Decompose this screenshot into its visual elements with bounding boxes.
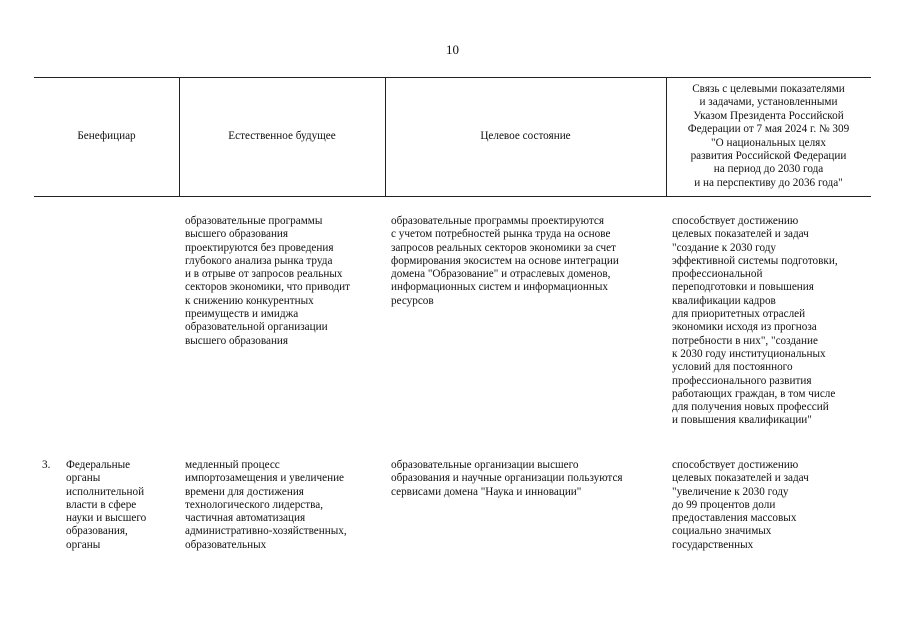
page-number: 10	[446, 42, 459, 57]
row-natural-future: медленный процесс импортозамещения и увеличение времени для достижения технологического лидерства, частичная автоматизация административно-хозяйственных, образовательных	[185, 459, 347, 551]
row-target-state: образовательные программы проектируются с учетом потребностей рынка труда на основе запросов реальных секторов экономики за счет формирования экосистем на основе интеграции домена "Образование" и отраслевых доменов, информационных систем и информационных ресурсов	[391, 215, 619, 307]
header-natural-future	[179, 77, 385, 196]
header-link-decree	[666, 77, 871, 196]
header-target-state-label: Целевое состояние	[480, 129, 571, 142]
row-beneficiary: Федеральные органы исполнительной власти в сфере науки и высшего образования, органы	[66, 459, 147, 551]
row-link: способствует достижению целевых показателей и задач "создание к 2030 году эффективной системы подготовки, профессиональной переподготовки и повышения квалификации кадров для приоритетных отраслей экономики исходя из прогноза потребности в них", "создание к 2030 году институциональных условий для постоянного профессионального развития работающих граждан, в том числе для получения новых профессий и повышения квалификации"	[672, 215, 838, 427]
row-link: способствует достижению целевых показателей и задач "увеличение к 2030 году до 99 процентов доли предоставления массовых социально значимых государственных	[672, 459, 809, 551]
header-target-state	[385, 77, 666, 196]
header-beneficiary	[34, 77, 179, 196]
row-number: 3.	[42, 459, 51, 471]
table-header-bottom-rule	[34, 196, 871, 197]
header-link-decree-label: Связь с целевыми показателями и задачами, установленными Указом Президента Российской Федерации от 7 мая 2024 г. № 309 "О национальных целях развития Российской Федерации на период до 2030 года и на перспективу до 2036 года"	[687, 82, 850, 189]
header-natural-future-label: Естественное будущее	[228, 129, 336, 142]
row-natural-future: образовательные программы высшего образования проектируются без проведения глубокого анализа рынка труда и в отрыве от запросов реальных секторов экономики, что приводит к снижению конкурентных преимуществ и имиджа образовательной организации высшего образования	[185, 215, 351, 347]
row-target-state: образовательные организации высшего образования и научные организации пользуются сервисами домена "Наука и инновации"	[391, 459, 623, 498]
header-beneficiary-label: Бенефициар	[77, 129, 136, 142]
